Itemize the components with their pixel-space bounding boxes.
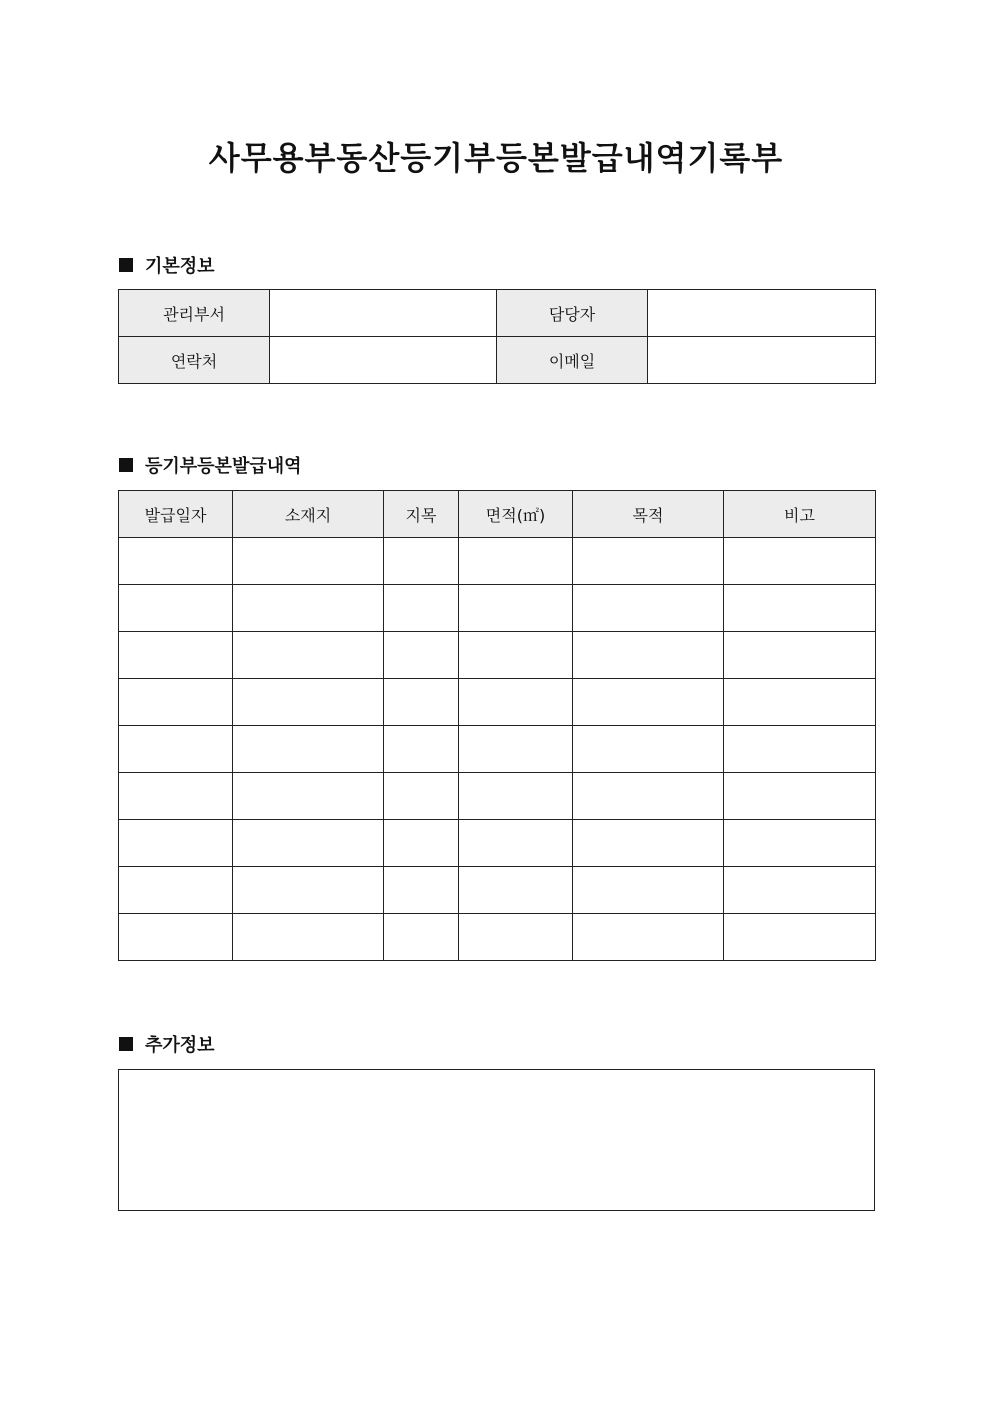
issue-date-cell[interactable] xyxy=(119,914,233,961)
location-cell[interactable] xyxy=(233,585,384,632)
purpose-cell[interactable] xyxy=(573,773,724,820)
table-row xyxy=(119,585,876,632)
land-category-cell[interactable] xyxy=(384,679,459,726)
column-header-location: 소재지 xyxy=(233,491,384,538)
remarks-cell[interactable] xyxy=(724,632,876,679)
manager-field[interactable] xyxy=(648,290,876,337)
issue-date-cell[interactable] xyxy=(119,538,233,585)
remarks-cell[interactable] xyxy=(724,914,876,961)
table-row xyxy=(119,773,876,820)
purpose-cell[interactable] xyxy=(573,632,724,679)
remarks-cell[interactable] xyxy=(724,538,876,585)
manager-label: 담당자 xyxy=(497,290,648,337)
remarks-cell[interactable] xyxy=(724,867,876,914)
records-header-row xyxy=(119,491,876,538)
purpose-cell[interactable] xyxy=(573,585,724,632)
department-field[interactable] xyxy=(270,290,497,337)
contact-field[interactable] xyxy=(270,337,497,384)
purpose-cell[interactable] xyxy=(573,538,724,585)
issue-date-cell[interactable] xyxy=(119,632,233,679)
column-header-purpose: 목적 xyxy=(573,491,724,538)
table-row xyxy=(119,867,876,914)
additional-info-field[interactable] xyxy=(118,1069,875,1211)
land-category-cell[interactable] xyxy=(384,538,459,585)
land-category-cell[interactable] xyxy=(384,867,459,914)
area-cell[interactable] xyxy=(459,538,573,585)
issue-date-cell[interactable] xyxy=(119,726,233,773)
department-label: 관리부서 xyxy=(119,290,270,337)
additional-info-heading xyxy=(119,1032,215,1056)
issue-date-cell[interactable] xyxy=(119,679,233,726)
column-header-land-category: 지목 xyxy=(384,491,459,538)
issue-date-cell[interactable] xyxy=(119,820,233,867)
location-cell[interactable] xyxy=(233,679,384,726)
area-cell[interactable] xyxy=(459,914,573,961)
square-bullet-icon xyxy=(119,258,133,272)
records-heading xyxy=(119,453,302,477)
basic-info-table xyxy=(118,289,876,384)
table-row xyxy=(119,679,876,726)
purpose-cell[interactable] xyxy=(573,820,724,867)
records-body xyxy=(119,538,876,961)
location-cell[interactable] xyxy=(233,538,384,585)
remarks-cell[interactable] xyxy=(724,773,876,820)
remarks-cell[interactable] xyxy=(724,585,876,632)
area-cell[interactable] xyxy=(459,632,573,679)
location-cell[interactable] xyxy=(233,773,384,820)
land-category-cell[interactable] xyxy=(384,585,459,632)
area-cell[interactable] xyxy=(459,820,573,867)
remarks-cell[interactable] xyxy=(724,820,876,867)
email-field[interactable] xyxy=(648,337,876,384)
table-row xyxy=(119,820,876,867)
area-cell[interactable] xyxy=(459,773,573,820)
column-header-area: 면적(㎡) xyxy=(459,491,573,538)
basic-info-row xyxy=(119,290,876,337)
column-header-remarks: 비고 xyxy=(724,491,876,538)
issue-date-cell[interactable] xyxy=(119,585,233,632)
location-cell[interactable] xyxy=(233,726,384,773)
purpose-cell[interactable] xyxy=(573,679,724,726)
issue-date-cell[interactable] xyxy=(119,867,233,914)
table-row xyxy=(119,914,876,961)
records-heading-label: 등기부등본발급내역 xyxy=(145,456,302,477)
issue-date-cell[interactable] xyxy=(119,773,233,820)
remarks-cell[interactable] xyxy=(724,726,876,773)
table-row xyxy=(119,538,876,585)
email-label: 이메일 xyxy=(497,337,648,384)
basic-info-heading xyxy=(119,253,215,277)
page-title: 사무용부동산등기부등본발급내역기록부 xyxy=(208,139,784,177)
land-category-cell[interactable] xyxy=(384,632,459,679)
table-row xyxy=(119,726,876,773)
remarks-cell[interactable] xyxy=(724,679,876,726)
area-cell[interactable] xyxy=(459,726,573,773)
location-cell[interactable] xyxy=(233,820,384,867)
location-cell[interactable] xyxy=(233,867,384,914)
area-cell[interactable] xyxy=(459,867,573,914)
area-cell[interactable] xyxy=(459,585,573,632)
records-table xyxy=(118,490,876,961)
additional-info-heading-label: 추가정보 xyxy=(145,1035,215,1056)
square-bullet-icon xyxy=(119,458,133,472)
land-category-cell[interactable] xyxy=(384,726,459,773)
land-category-cell[interactable] xyxy=(384,820,459,867)
table-row xyxy=(119,632,876,679)
location-cell[interactable] xyxy=(233,632,384,679)
area-cell[interactable] xyxy=(459,679,573,726)
purpose-cell[interactable] xyxy=(573,867,724,914)
purpose-cell[interactable] xyxy=(573,726,724,773)
column-header-issue-date: 발급일자 xyxy=(119,491,233,538)
location-cell[interactable] xyxy=(233,914,384,961)
purpose-cell[interactable] xyxy=(573,914,724,961)
basic-info-row xyxy=(119,337,876,384)
contact-label: 연락처 xyxy=(119,337,270,384)
land-category-cell[interactable] xyxy=(384,914,459,961)
land-category-cell[interactable] xyxy=(384,773,459,820)
basic-info-heading-label: 기본정보 xyxy=(145,256,215,277)
square-bullet-icon xyxy=(119,1037,133,1051)
